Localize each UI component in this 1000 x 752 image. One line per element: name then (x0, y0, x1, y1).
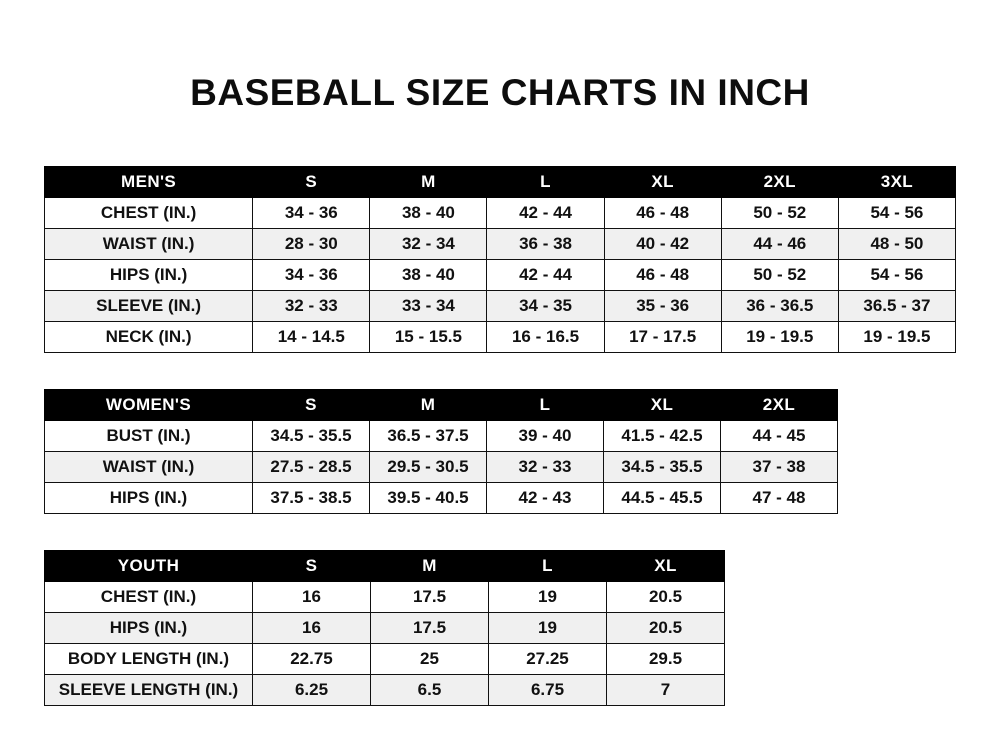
table-cell: 42 - 44 (487, 198, 604, 229)
row-label: WAIST (IN.) (45, 229, 253, 260)
table-row (45, 260, 956, 291)
column-header: L (487, 167, 604, 198)
column-header: 2XL (721, 167, 838, 198)
table-row (45, 291, 956, 322)
table-cell: 34 - 36 (253, 198, 370, 229)
table-cell: 29.5 (607, 644, 725, 675)
table-row (45, 644, 725, 675)
table-cell: 6.75 (489, 675, 607, 706)
column-header: WOMEN'S (45, 390, 253, 421)
row-label: SLEEVE LENGTH (IN.) (45, 675, 253, 706)
table-cell: 42 - 44 (487, 260, 604, 291)
column-header: XL (607, 551, 725, 582)
column-header: MEN'S (45, 167, 253, 198)
table-cell: 19 (489, 613, 607, 644)
row-label: BUST (IN.) (45, 421, 253, 452)
column-header: XL (604, 390, 721, 421)
tables-container (0, 166, 1000, 706)
row-label: WAIST (IN.) (45, 452, 253, 483)
table-cell: 28 - 30 (253, 229, 370, 260)
table-cell: 54 - 56 (838, 260, 955, 291)
table-cell: 6.5 (371, 675, 489, 706)
row-label: HIPS (IN.) (45, 483, 253, 514)
table-row (45, 452, 838, 483)
mens-size-table (44, 166, 956, 353)
youth-size-table (44, 550, 725, 706)
table-cell: 35 - 36 (604, 291, 721, 322)
table-cell: 33 - 34 (370, 291, 487, 322)
table-header-row (45, 390, 838, 421)
table-cell: 36 - 38 (487, 229, 604, 260)
table-cell: 29.5 - 30.5 (370, 452, 487, 483)
table-cell: 17.5 (371, 582, 489, 613)
table-cell: 16 - 16.5 (487, 322, 604, 353)
table-cell: 39 - 40 (487, 421, 604, 452)
column-header: YOUTH (45, 551, 253, 582)
table-cell: 14 - 14.5 (253, 322, 370, 353)
table-cell: 36 - 36.5 (721, 291, 838, 322)
table-cell: 50 - 52 (721, 198, 838, 229)
table-header-row (45, 167, 956, 198)
column-header: M (371, 551, 489, 582)
table-row (45, 421, 838, 452)
table-cell: 34 - 36 (253, 260, 370, 291)
table-cell: 47 - 48 (721, 483, 838, 514)
table-cell: 42 - 43 (487, 483, 604, 514)
table-cell: 44 - 45 (721, 421, 838, 452)
table-row (45, 322, 956, 353)
table-cell: 36.5 - 37.5 (370, 421, 487, 452)
table-cell: 40 - 42 (604, 229, 721, 260)
column-header: 3XL (838, 167, 955, 198)
row-label: CHEST (IN.) (45, 198, 253, 229)
table-cell: 32 - 34 (370, 229, 487, 260)
table-cell: 20.5 (607, 582, 725, 613)
table-row (45, 613, 725, 644)
table-cell: 39.5 - 40.5 (370, 483, 487, 514)
page-title: BASEBALL SIZE CHARTS IN INCH (190, 72, 810, 113)
table-cell: 15 - 15.5 (370, 322, 487, 353)
table-row (45, 582, 725, 613)
table-row (45, 483, 838, 514)
table-cell: 19 (489, 582, 607, 613)
womens-size-table (44, 389, 838, 514)
table-row (45, 229, 956, 260)
column-header: S (253, 551, 371, 582)
column-header: XL (604, 167, 721, 198)
table-cell: 34 - 35 (487, 291, 604, 322)
table-cell: 48 - 50 (838, 229, 955, 260)
table-header-row (45, 551, 725, 582)
row-label: NECK (IN.) (45, 322, 253, 353)
row-label: HIPS (IN.) (45, 613, 253, 644)
table-cell: 7 (607, 675, 725, 706)
table-spacer (44, 353, 956, 389)
column-header: L (489, 551, 607, 582)
table-cell: 25 (371, 644, 489, 675)
table-cell: 34.5 - 35.5 (604, 452, 721, 483)
table-cell: 36.5 - 37 (838, 291, 955, 322)
table-cell: 22.75 (253, 644, 371, 675)
table-row (45, 675, 725, 706)
column-header: L (487, 390, 604, 421)
table-cell: 44.5 - 45.5 (604, 483, 721, 514)
column-header: M (370, 167, 487, 198)
table-cell: 19 - 19.5 (721, 322, 838, 353)
table-cell: 41.5 - 42.5 (604, 421, 721, 452)
table-cell: 32 - 33 (487, 452, 604, 483)
table-cell: 38 - 40 (370, 198, 487, 229)
table-cell: 32 - 33 (253, 291, 370, 322)
table-cell: 17.5 (371, 613, 489, 644)
table-cell: 27.5 - 28.5 (253, 452, 370, 483)
table-cell: 27.25 (489, 644, 607, 675)
table-row (45, 198, 956, 229)
table-cell: 19 - 19.5 (838, 322, 955, 353)
table-cell: 17 - 17.5 (604, 322, 721, 353)
table-cell: 54 - 56 (838, 198, 955, 229)
table-cell: 50 - 52 (721, 260, 838, 291)
table-cell: 20.5 (607, 613, 725, 644)
table-cell: 34.5 - 35.5 (253, 421, 370, 452)
table-cell: 37.5 - 38.5 (253, 483, 370, 514)
column-header: S (253, 167, 370, 198)
table-cell: 44 - 46 (721, 229, 838, 260)
table-spacer (44, 514, 956, 550)
table-cell: 46 - 48 (604, 260, 721, 291)
column-header: M (370, 390, 487, 421)
row-label: CHEST (IN.) (45, 582, 253, 613)
row-label: SLEEVE (IN.) (45, 291, 253, 322)
column-header: 2XL (721, 390, 838, 421)
table-cell: 6.25 (253, 675, 371, 706)
table-cell: 46 - 48 (604, 198, 721, 229)
row-label: HIPS (IN.) (45, 260, 253, 291)
row-label: BODY LENGTH (IN.) (45, 644, 253, 675)
table-cell: 38 - 40 (370, 260, 487, 291)
table-cell: 16 (253, 582, 371, 613)
table-cell: 16 (253, 613, 371, 644)
table-cell: 37 - 38 (721, 452, 838, 483)
column-header: S (253, 390, 370, 421)
